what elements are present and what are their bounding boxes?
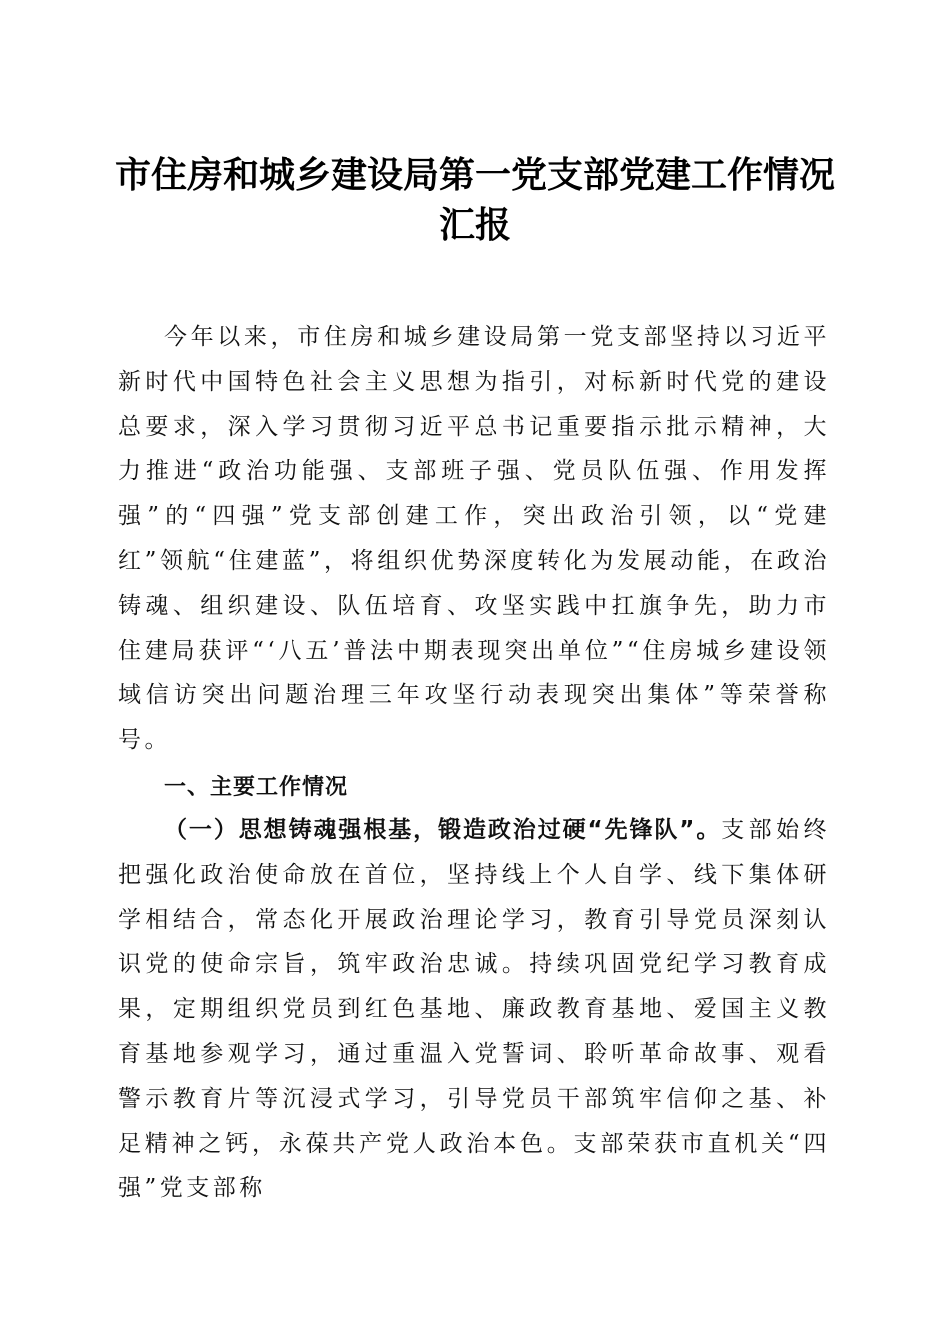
subsection-body: 支部始终把强化政治使命放在首位，坚持线上个人自学、线下集体研学相结合，常态化开展政治理论学习，教育引导党员深刻认识党的使命宗旨，筑牢政治忠诚。持续巩固党纪学习教育成果，定期组织党员到红色基地、廉政教育基地、爱国主义教育基地参观学习，通过重温入党誓词、聆听革命故事、观看警示教育片等沉浸式学习，引导党员干部筑牢信仰之基、补足精神之钙，永葆共产党人政治本色。支部荣获市直机关“四强”党支部称 (118, 817, 831, 1202)
document-title (100, 150, 850, 250)
section-heading: 一、主要工作情况 (164, 775, 349, 800)
intro-paragraph: 今年以来，市住房和城乡建设局第一党支部坚持以习近平新时代中国特色社会主义思想为指引，对标新时代党的建设总要求，深入学习贯彻习近平总书记重要指示批示精神，大力推进“政治功能强、支部班子强、党员队伍强、作用发挥强”的“四强”党支部创建工作，突出政治引领，以“党建红”领航“住建蓝”，将组织优势深度转化为发展动能，在政治铸魂、组织建设、队伍培育、攻坚实践中扛旗争先，助力市住建局获评“‘八五’普法中期表现突出单位”“住房城乡建设领域信访突出问题治理三年攻坚行动表现突出集体”等荣誉称号。 (118, 324, 830, 754)
subsection-paragraph (118, 808, 830, 1211)
document-title-line-1: 市住房和城乡建设局第一党支部党建工作情况 (114, 154, 835, 196)
document-title-line-2: 汇报 (438, 204, 511, 246)
subsection-heading: （一）思想铸魂强根基，锻造政治过硬“先锋队”。 (164, 817, 722, 843)
